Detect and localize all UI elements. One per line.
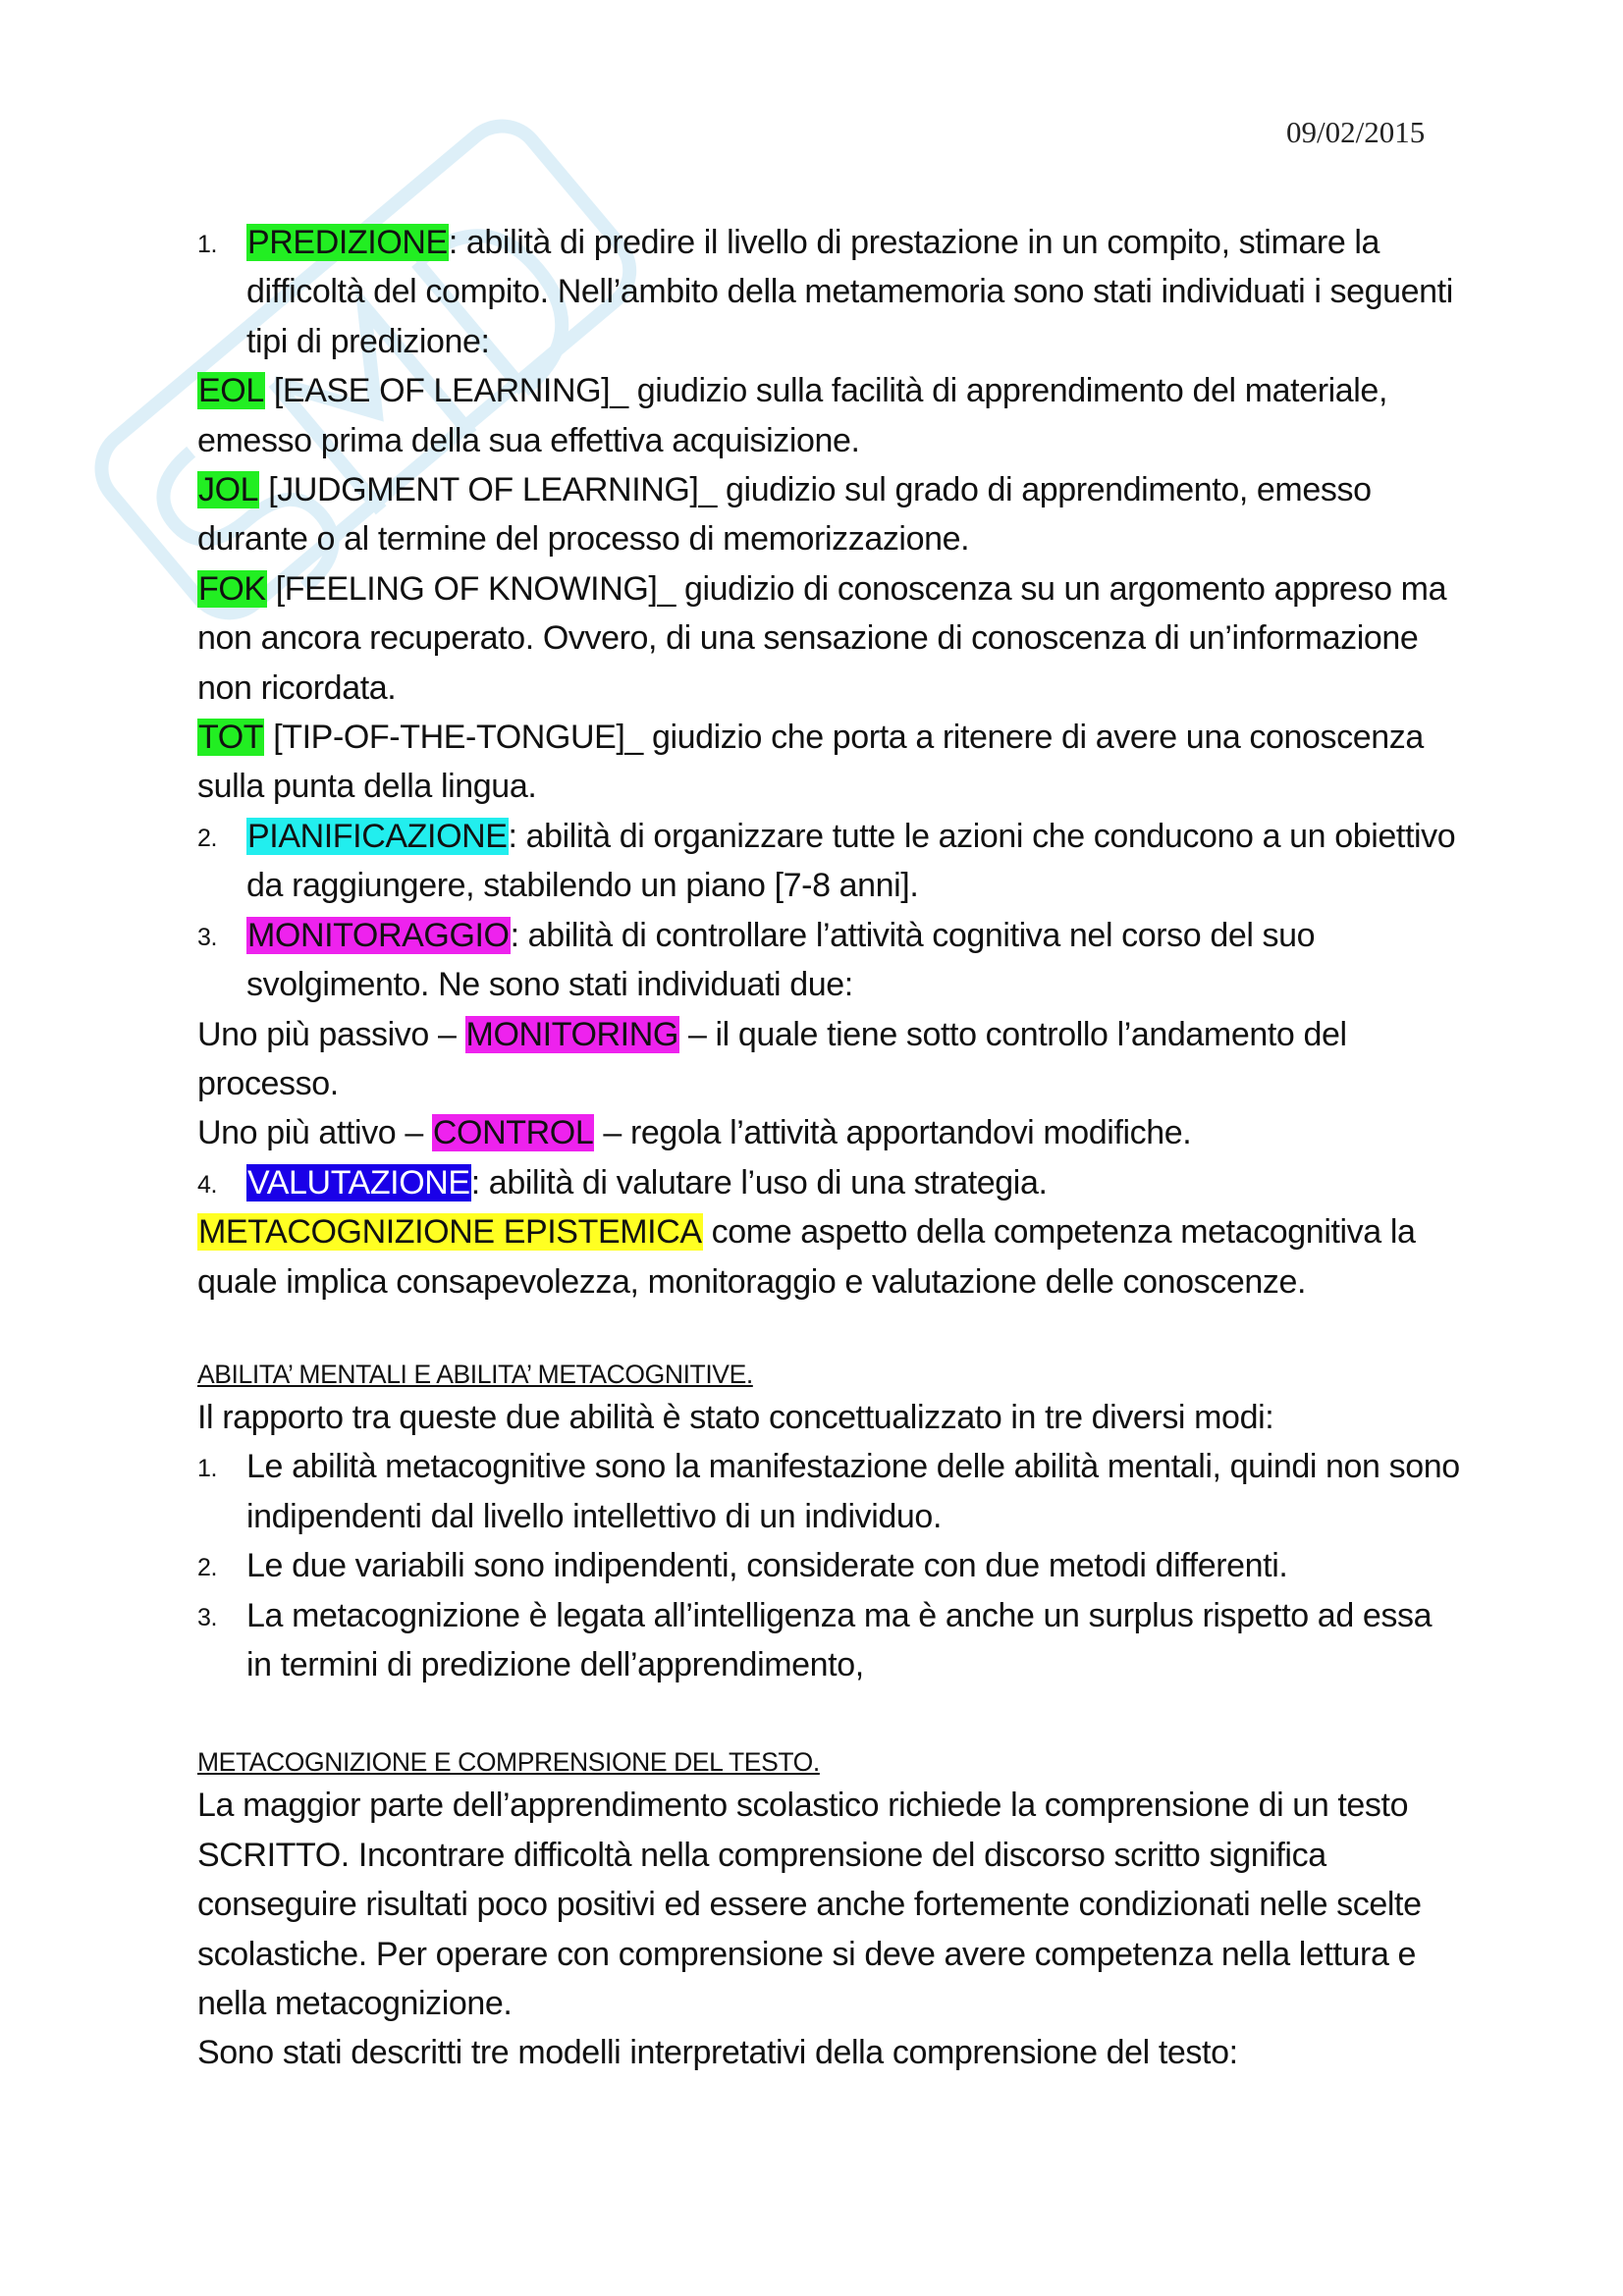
epistemic-paragraph: [197, 1207, 1464, 1307]
list-item-text: Le due variabili sono indipendenti, considerate con due metodi differenti.: [246, 1547, 1288, 1585]
list-item-monitoraggio: [197, 911, 1464, 1010]
monitoring-post: – il quale tiene sotto controllo l’andamento del processo.: [197, 1015, 1347, 1102]
monitoring-pre: Uno più passivo –: [197, 1015, 465, 1053]
prediction-text: [FEELING OF KNOWING]_ giudizio di conoscenza su un argomento appreso ma non ancora recuperato. Ovvero, di una sensazione di conoscenza di un’informazione non ricordata.: [197, 569, 1447, 707]
list-item-text: : abilità di valutare l’uso di una strategia.: [470, 1163, 1048, 1201]
highlight-monitoraggio: MONITORAGGIO: [247, 916, 510, 954]
list-number: 4.: [197, 1170, 218, 1199]
list-item-pianificazione: [197, 812, 1464, 911]
highlight-metacognizione-epistemica: METACOGNIZIONE EPISTEMICA: [198, 1213, 702, 1252]
control-post: – regola l’attività apportandovi modifiche.: [594, 1114, 1192, 1152]
list-item-text: Le abilità metacognitive sono la manifestazione delle abilità mentali, quindi non sono indipendenti dal livello intellettivo di un individuo.: [246, 1448, 1460, 1535]
document-date: 09/02/2015: [1286, 115, 1426, 149]
prediction-tot: [197, 713, 1464, 812]
highlight-jol: JOL: [198, 471, 259, 509]
highlight-fok: FOK: [198, 569, 266, 608]
highlight-eol: EOL: [198, 372, 264, 410]
highlight-predizione: PREDIZIONE: [247, 224, 448, 261]
highlight-monitoring: MONITORING: [465, 1015, 678, 1053]
section-heading-abilita: ABILITA’ MENTALI E ABILITA’ METACOGNITIVE.: [197, 1359, 753, 1389]
prediction-fok: [197, 564, 1464, 713]
highlight-tot: TOT: [198, 719, 264, 757]
list-item: [197, 1442, 1464, 1541]
prediction-eol: [197, 366, 1464, 465]
list-item-valutazione: [197, 1158, 1464, 1207]
highlight-pianificazione: PIANIFICAZIONE: [247, 817, 508, 855]
list-item-text: : abilità di controllare l’attività cognitiva nel corso del suo svolgimento. Ne sono stati individuati due:: [246, 916, 1316, 1004]
section-intro: Il rapporto tra queste due abilità è stato concettualizzato in tre diversi modi:: [197, 1398, 1274, 1436]
section-heading-comprensione: METACOGNIZIONE E COMPRENSIONE DEL TESTO.: [197, 1747, 820, 1778]
list-item-text: : abilità di predire il livello di prestazione in un compito, stimare la difficoltà del compito. Nell’ambito della metamemoria sono stati individuati i seguenti tipi di predizione:: [246, 224, 1453, 360]
list-number: 3.: [197, 923, 218, 951]
list-number: 2.: [197, 1554, 218, 1582]
prediction-jol: [197, 465, 1464, 564]
list-number: 1.: [197, 1455, 218, 1483]
list-item-predizione: [197, 218, 1464, 366]
list-number: 2.: [197, 824, 218, 852]
control-line: [197, 1108, 1464, 1157]
prediction-text: [EASE OF LEARNING]_ giudizio sulla facilità di apprendimento del materiale, emesso prima della sua effettiva acquisizione.: [197, 372, 1387, 459]
highlight-valutazione: VALUTAZIONE: [247, 1163, 470, 1201]
list-item: [197, 1591, 1464, 1690]
highlight-control: CONTROL: [432, 1114, 594, 1152]
list-number: 1.: [197, 231, 218, 258]
list-item: [197, 1541, 1464, 1590]
section-paragraph: La maggior parte dell’apprendimento scolastico richiede la comprensione di un testo SCRITTO. Incontrare difficoltà nella comprensione del discorso scritto significa conseguire risultati poco positivi ed essere anche fortemente condizionati nelle scelte scolastiche. Per operare con comprensione si deve avere competenza nella lettura e nella metacognizione.: [197, 1787, 1422, 2022]
prediction-text: [TIP-OF-THE-TONGUE]_ giudizio che porta a ritenere di avere una conoscenza sulla punta della lingua.: [197, 719, 1424, 806]
section-paragraph: Sono stati descritti tre modelli interpretativi della comprensione del testo:: [197, 2034, 1238, 2072]
epistemic-text: come aspetto della competenza metacognitiva la quale implica consapevolezza, monitoraggio e valutazione delle conoscenze.: [197, 1213, 1416, 1301]
control-pre: Uno più attivo –: [197, 1114, 432, 1152]
list-item-text: : abilità di organizzare tutte le azioni che conducono a un obiettivo da raggiungere, stabilendo un piano [7-8 anni].: [246, 817, 1456, 905]
list-item-text: La metacognizione è legata all’intelligenza ma è anche un surplus rispetto ad essa in termini di predizione dell’apprendimento,: [246, 1596, 1433, 1683]
document-body: [197, 218, 1464, 2078]
monitoring-line: [197, 1010, 1464, 1109]
list-number: 3.: [197, 1603, 218, 1631]
prediction-text: [JUDGMENT OF LEARNING]_ giudizio sul grado di apprendimento, emesso durante o al termine del processo di memorizzazione.: [197, 471, 1372, 559]
